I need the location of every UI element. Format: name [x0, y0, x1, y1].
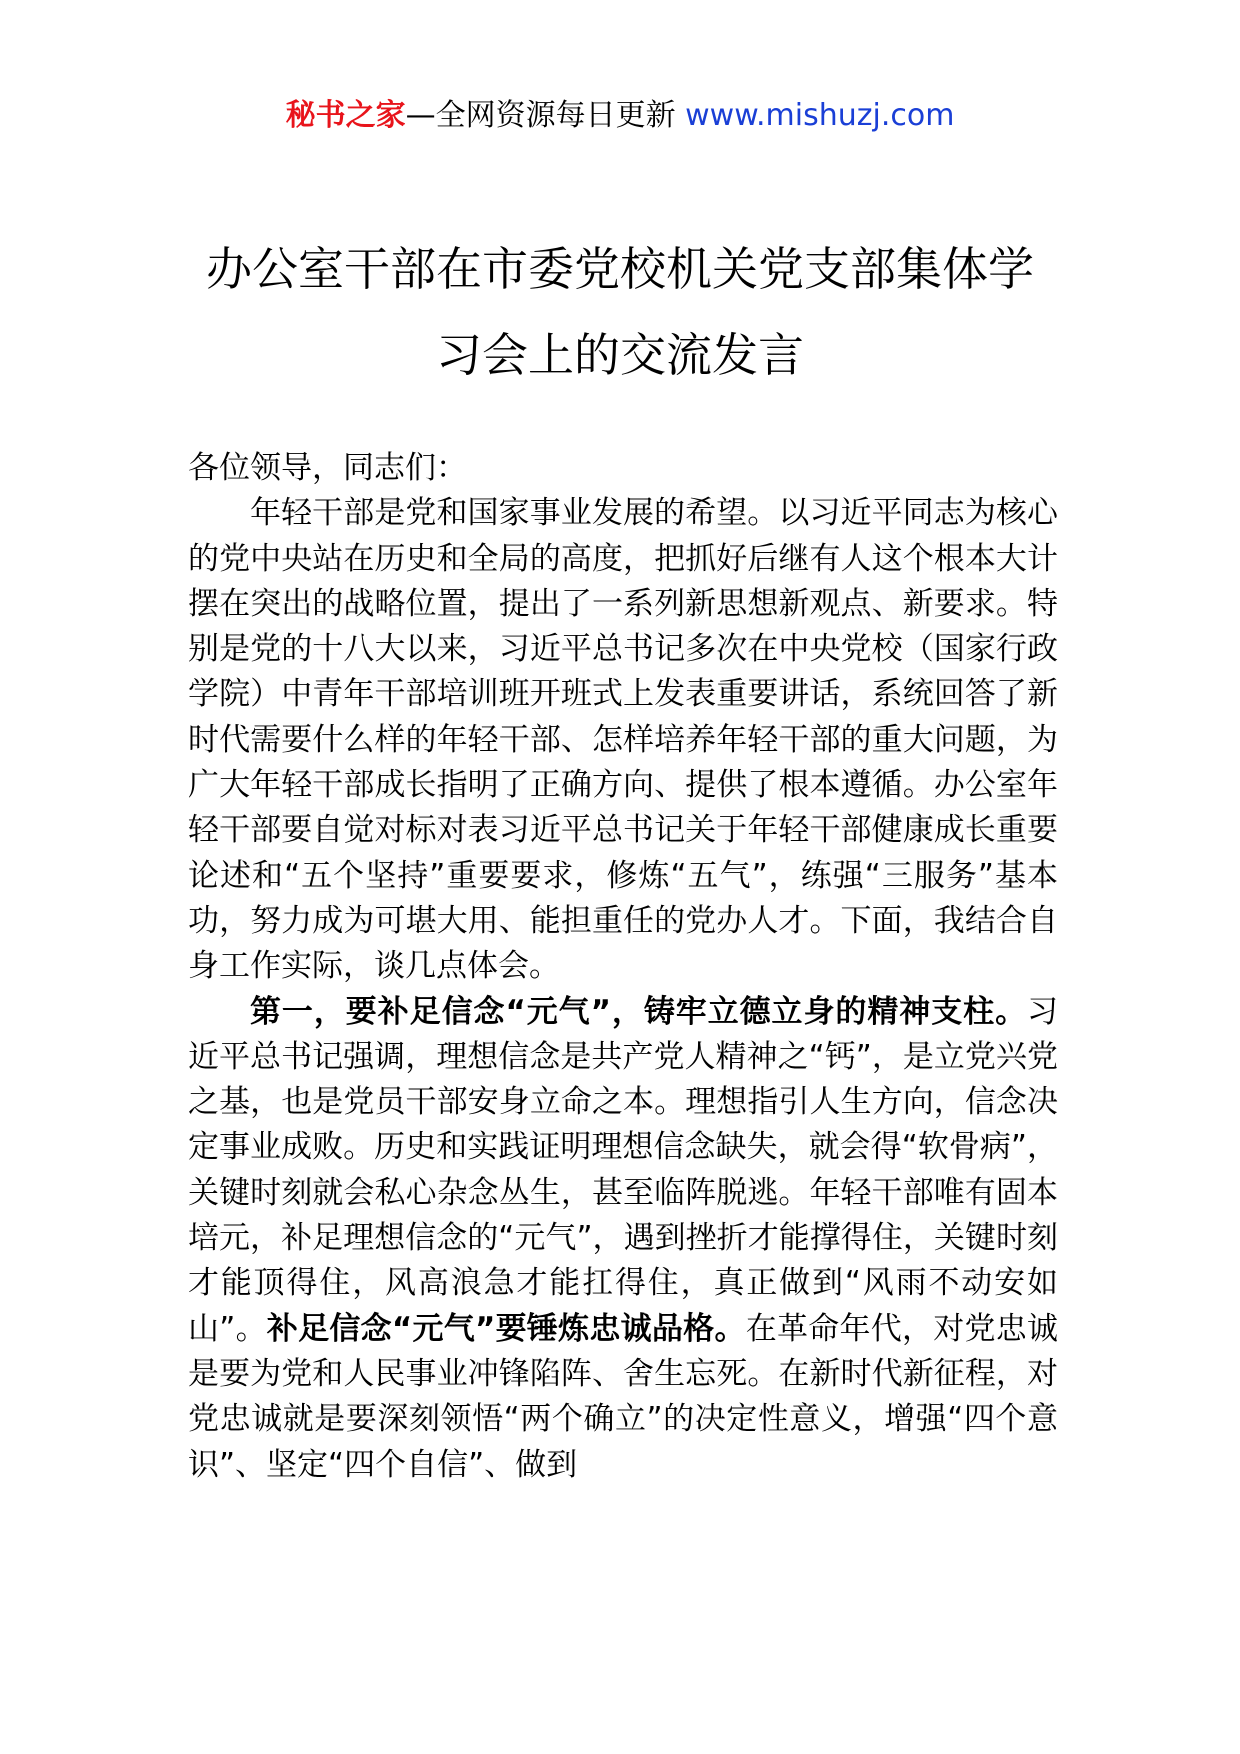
document-title-line-2: 习会上的交流发言 — [436, 328, 804, 382]
site-brand: 秘书之家 — [285, 98, 406, 133]
paragraph-intro: 年轻干部是党和国家事业发展的希望。以习近平同志为核心的党中央站在历史和全局的高度，把抓好后继有人这个根本大计摆在突出的战略位置，提出了一系列新思想新观点、新要求。特别是党的十八大以来，习近平总书记多次在中央党校（国家行政学院）中青年干部培训班开班式上发表重要讲话，系统回答了新时代需要什么样的年轻干部、怎样培养年轻干部的重大问题，为广大年轻干部成长指明了正确方向、提供了根本遵循。办公室年轻干部要自觉对标对表习近平总书记关于年轻干部健康成长重要论述和“五个坚持”重要要求，修炼“五气”，练强“三服务”基本功，努力成为可堪大用、能担重任的党办人才。下面，我结合自身工作实际，谈几点体会。 — [188, 495, 1058, 985]
first-point-heading: 第一，要补足信念“元气”，铸牢立德立身的精神支柱。 — [250, 993, 1027, 1030]
site-slogan: —全网资源每日更新 — [405, 98, 676, 133]
document-body — [188, 446, 1058, 1488]
salutation: 各位领导，同志们： — [188, 450, 467, 486]
first-point-text-continued: 在革命年代，对党忠诚是要为党和人民事业冲锋陷阵、舍生忘死。在新时代新征程，对党忠诚就是要深刻领悟“两个确立”的决定性意义，增强“四个意识”、坚定“四个自信”、做到 — [188, 1310, 1059, 1483]
first-point-text: 习近平总书记强调，理想信念是共产党人精神之“钙”，是立党兴党之基，也是党员干部安身立命之本。理想指引人生方向，信念决定事业成败。历史和实践证明理想信念缺失，就会得“软骨病”，关键时刻就会私心杂念丛生，甚至临阵脱逃。年轻干部唯有固本培元，补足理想信念的“元气”，遇到挫折才能撑得住，关键时刻才能顶得住，风高浪急才能扛得住，真正做到“风雨不动安如山”。 — [188, 993, 1058, 1347]
document-title — [150, 226, 1090, 398]
site-header — [0, 96, 1240, 136]
paragraph-first-point — [188, 990, 1058, 1488]
first-point-subheading: 补足信念“元气”要锤炼忠诚品格。 — [266, 1310, 746, 1347]
site-url-link[interactable]: www.mishuzj.com — [685, 98, 955, 133]
document-title-line-1: 办公室干部在市委党校机关党支部集体学 — [206, 242, 1034, 296]
